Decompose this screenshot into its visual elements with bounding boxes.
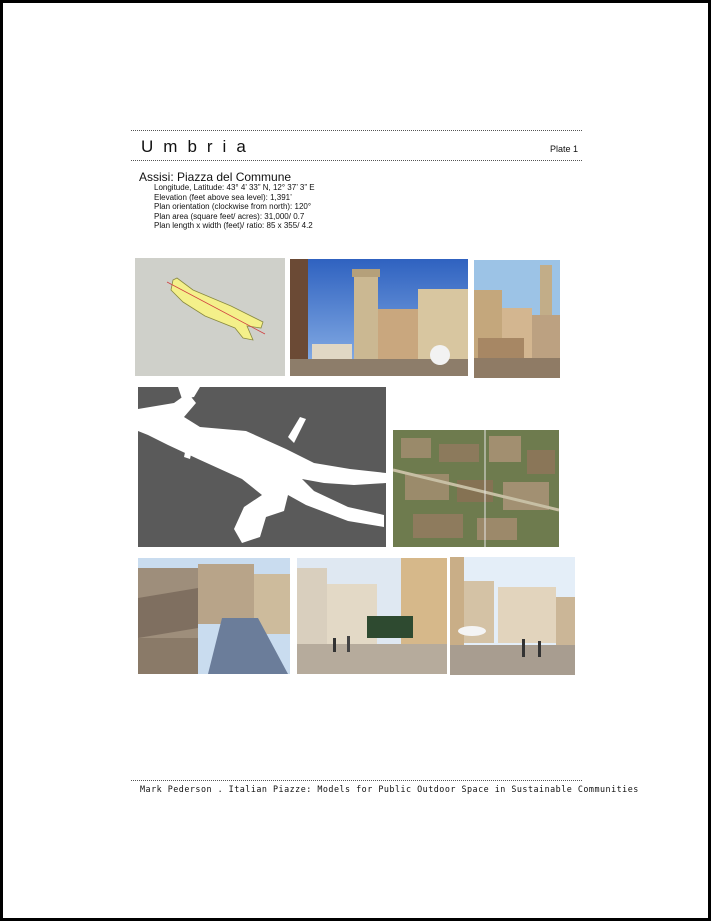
- photo-rooftops-piazza: [138, 558, 290, 674]
- piazza-title: Assisi: Piazza del Commune: [139, 170, 292, 184]
- fact-dimensions: Plan length x width (feet)/ ratio: 85 x 355/ 4.2: [154, 221, 313, 231]
- aerial-photo: [393, 430, 559, 547]
- photo-fountain-tower: [474, 260, 560, 378]
- header-rule-top: [131, 130, 582, 131]
- figure-ground-plan: [138, 387, 386, 547]
- site-plan-diagram: [135, 258, 285, 376]
- photo-piazza-pedestrians: [297, 558, 447, 674]
- piazza-facts: [154, 183, 315, 231]
- fact-coordinates: Longitude, Latitude: 43° 4’ 33” N, 12° 37’ 3” E: [154, 183, 315, 192]
- header-rule-bottom: [131, 160, 582, 161]
- photo-piazza-cafe: [450, 557, 575, 675]
- plate-number: Plate 1: [550, 144, 579, 154]
- fact-elevation: Elevation (feet above sea level): 1,391’: [154, 192, 292, 202]
- fact-orientation: Plan orientation (clockwise from north): 120°: [154, 202, 312, 212]
- fact-area: Plan area (square feet/ acres): 31,000/ 0.7: [154, 211, 305, 221]
- region-title: Umbria: [141, 137, 256, 156]
- footer-rule: [131, 780, 582, 781]
- footer-credit: Mark Pederson . Italian Piazze: Models for Public Outdoor Space in Sustainable Communities: [140, 784, 639, 794]
- photo-tower-piazza: [290, 259, 468, 376]
